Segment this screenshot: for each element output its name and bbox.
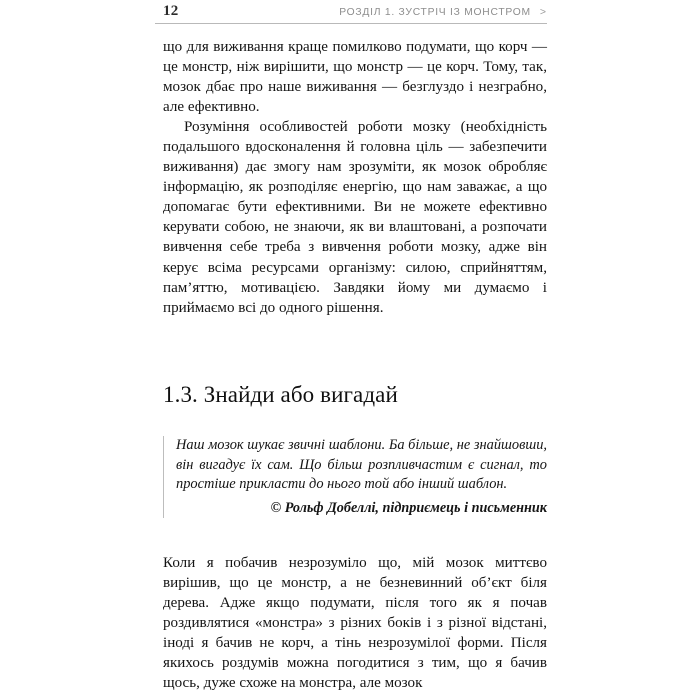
epigraph-attribution: © Рольф Добеллі, підприємець і письменник: [270, 499, 547, 516]
closing-paragraph-container: [163, 553, 547, 700]
running-header: [155, 0, 547, 24]
epigraph-blockquote: [163, 436, 547, 518]
text-column: [163, 37, 547, 318]
running-header-right: [339, 6, 547, 18]
epigraph-text: Наш мозок шукає звичні шаблони. Ба більше, не знайшовши, він вигадує їх сам. Що більш розпливчастим є сигнал, то простіше прикласти до нього той або інший шаблон.: [176, 437, 547, 493]
body-paragraph: Розуміння особливостей роботи мозку (необхідність подальшого вдосконалення й головна ціль — забезпечити виживання) дає змогу нам зрозуміти, як мозок обробляє інформацію, як розподіляє енергію, що нам заважає, а що допомагає бути ефективними. Ви не можете ефективно керувати собою, не знаючи, як ви влаштовані, а розпочати вивчення себе треба з вивчення роботи мозку, адже він керує всіма ресурсами організму: силою, сприйняттям, пам’яттю, мотивацією. Завдяки йому ми думаємо і приймаємо всі до одного рішення.: [163, 119, 547, 316]
section-heading: 1.3. Знайди або вигадай: [163, 382, 398, 407]
closing-paragraph: Коли я побачив незрозуміло що, мій мозок миттєво вирішив, що це монстр, а не безневинний об’єкт біля дерева. Адже якщо подумати, після того як я почав роздивлятися «монстра» з різних боків і з різної відстані, іноді я бачив не корч, а тінь незрозумілої форми. Після якихось роздумів можна погодитися з тим, що я бачив щось, дуже схоже на монстра, але мозок: [163, 555, 547, 692]
body-paragraph-continued: що для виживання краще помилково подумати, що корч — це монстр, ніж вирішити, що монстр — це корч. Тому, так, мозок дбає про наше виживання — безглуздо і незграбно, але ефективно.: [163, 39, 547, 116]
chapter-title: РОЗДІЛ 1. ЗУСТРІЧ ІЗ МОНСТРОМ: [339, 6, 531, 18]
chevron-right-icon: >: [539, 5, 546, 18]
page-number: 12: [163, 3, 179, 19]
